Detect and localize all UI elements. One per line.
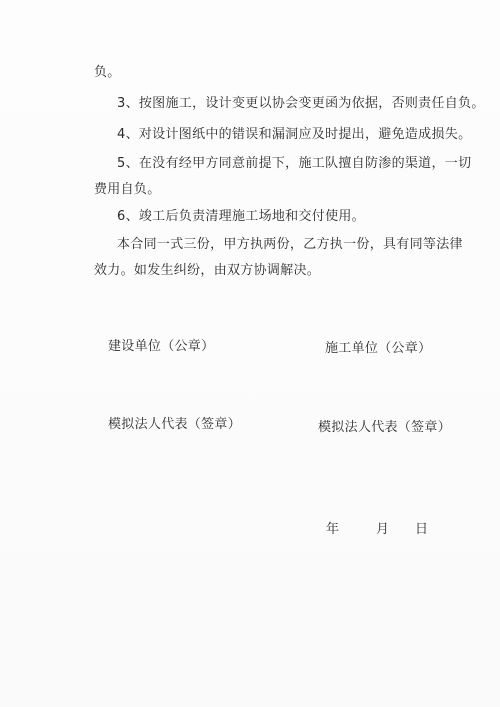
clause-5: 5、在没有经甲方同意前提下，施工队擅自防渗的渠道，一切 bbox=[117, 156, 472, 171]
date-month: 月 bbox=[376, 522, 390, 537]
party-b-representative-label: 模拟法人代表（签章） bbox=[318, 420, 452, 435]
copies-clause: 本合同一式三份，甲方执两份，乙方执一份，具有同等法律 bbox=[117, 237, 463, 252]
party-b-seal-label: 施工单位（公章） bbox=[325, 341, 432, 356]
party-a-representative-label: 模拟法人代表（签章） bbox=[108, 417, 242, 432]
copies-clause-continued: 效力。如发生纠纷，由双方协调解决。 bbox=[94, 263, 321, 278]
party-a-seal-label: 建设单位（公章） bbox=[108, 339, 215, 354]
clause-4: 4、对设计图纸中的错误和漏洞应及时提出，避免造成损失。 bbox=[117, 127, 472, 142]
clause-6: 6、竣工后负责清理施工场地和交付使用。 bbox=[117, 209, 365, 224]
date-day: 日 bbox=[415, 522, 429, 537]
date-year: 年 bbox=[326, 522, 340, 537]
clause-3: 3、按图施工，设计变更以协会变更函为依据，否则责任自负。 bbox=[117, 96, 485, 111]
paragraph-line: 负。 bbox=[94, 65, 121, 80]
clause-5-continued: 费用自负。 bbox=[94, 182, 161, 197]
